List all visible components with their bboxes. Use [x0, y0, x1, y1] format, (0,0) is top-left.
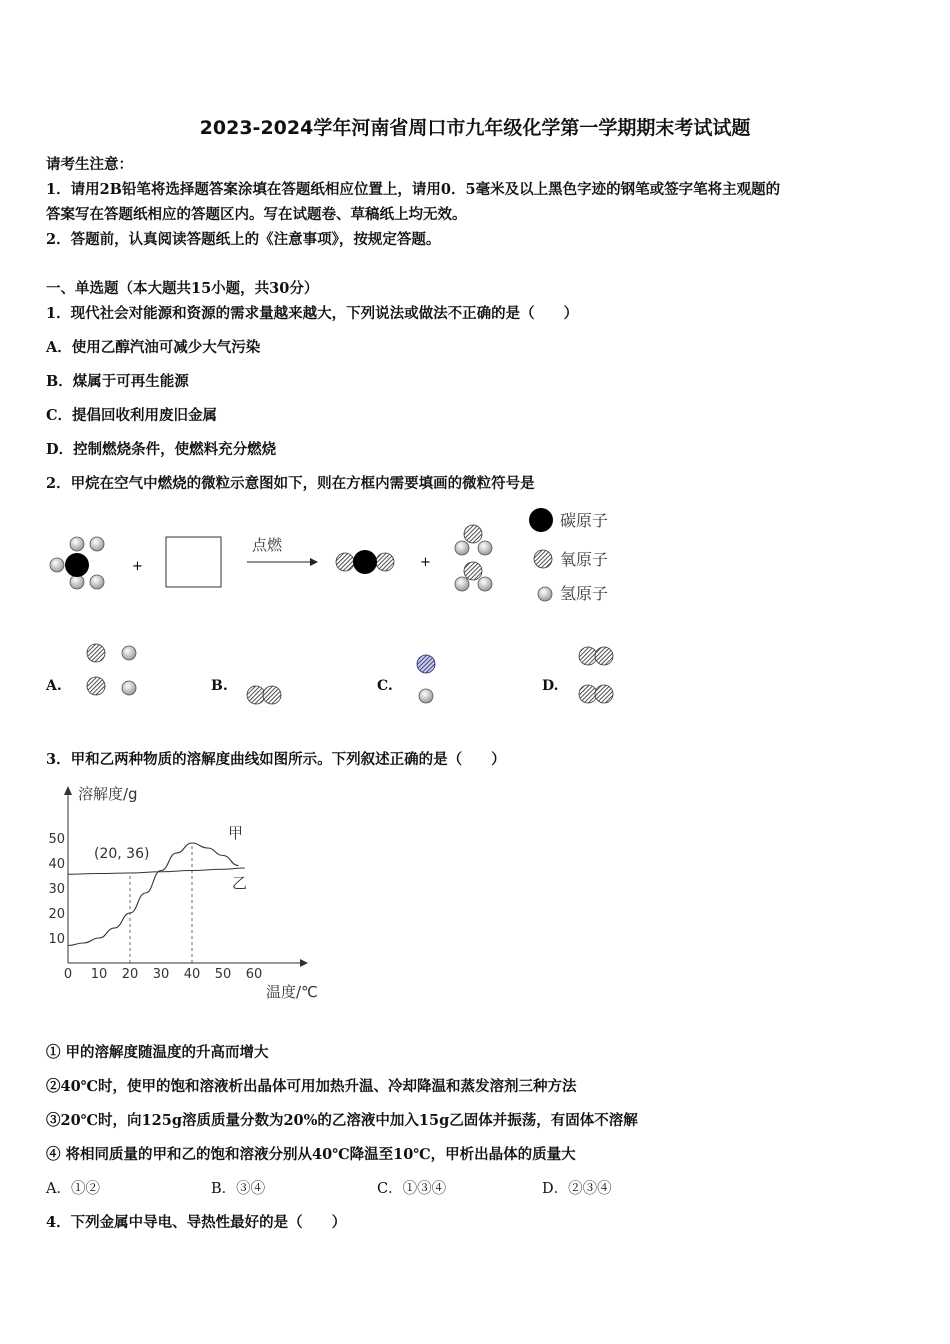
x-tick-label: 40 [183, 967, 201, 982]
x-axis-label: 温度/℃ [266, 983, 318, 1001]
section-heading: 一、单选题（本大题共15小题，共30分） [46, 280, 319, 297]
q2-option-b-diagram[interactable] [240, 680, 290, 710]
water-molecule-icon-1 [455, 525, 492, 555]
q2-stem: 2．甲烷在空气中燃烧的微粒示意图如下，则在方框内需要填画的微粒符号是 [46, 475, 535, 492]
hydrogen-atom-icon [538, 587, 552, 601]
x-tick-label: 0 [63, 967, 73, 982]
y-axis-label: 溶解度/g [78, 785, 138, 803]
notice-line-2: 答案写在答题纸相应的答题区内。写在试题卷、草稿纸上均无效。 [46, 206, 467, 223]
water-molecule-icon-2 [455, 562, 492, 591]
q3-option-a[interactable]: A．①② [46, 1181, 100, 1197]
x-axis-arrow [300, 959, 308, 967]
q1-option-c[interactable]: C．提倡回收利用废旧金属 [46, 407, 218, 424]
reaction-condition: 点燃 [252, 536, 283, 554]
x-tick-label: 20 [121, 967, 139, 982]
y-tick-label: 30 [48, 882, 65, 897]
legend-oxygen: 氧原子 [560, 550, 609, 569]
x-tick-label: 10 [90, 967, 108, 982]
y-tick-label: 20 [48, 907, 65, 922]
legend-hydrogen: 氢原子 [560, 584, 609, 603]
y-axis-arrow [64, 786, 72, 795]
arrow-icon [247, 558, 318, 566]
notice-line-3: 2．答题前，认真阅读答题纸上的《注意事项》，按规定答题。 [46, 231, 441, 248]
notice-heading: 请考生注意： [46, 156, 133, 173]
blank-box [166, 537, 221, 587]
q3-statement-3: ③20℃时，向125g溶质质量分数为20%的乙溶液中加入15g乙固体并振荡，有固体不溶解 [46, 1112, 638, 1129]
x-tick-label: 50 [214, 967, 232, 982]
point-annotation: (20, 36) [94, 846, 150, 862]
q2-option-a-diagram[interactable] [80, 638, 150, 703]
q2-option-c-diagram[interactable] [410, 650, 445, 710]
q3-stem: 3．甲和乙两种物质的溶解度曲线如图所示。下列叙述正确的是（ ） [46, 751, 506, 768]
chart-tick-labels [48, 832, 262, 982]
notice-line-1: 1．请用2B铅笔将选择题答案涂填在答题纸相应位置上，请用0．5毫米及以上黑色字迹的钢笔或签字笔将主观题的 [46, 181, 781, 198]
q3-option-b[interactable]: B．③④ [211, 1181, 266, 1197]
methane-molecule-icon [50, 537, 104, 589]
q2-option-d-diagram[interactable] [570, 640, 625, 710]
plus-sign-2: + [420, 555, 431, 570]
q2-option-c-label[interactable]: C. [377, 678, 393, 694]
y-tick-label: 40 [48, 857, 65, 872]
oxygen-atom-icon [534, 550, 552, 568]
series-label-jia: 甲 [228, 824, 244, 842]
q3-option-c[interactable]: C．①③④ [377, 1181, 447, 1197]
co2-molecule-icon [336, 550, 394, 574]
solubility-chart [40, 775, 340, 1010]
q4-stem: 4．下列金属中导电、导热性最好的是（ ） [46, 1214, 347, 1231]
q1-option-b[interactable]: B．煤属于可再生能源 [46, 373, 189, 390]
page-title: 2023-2024学年河南省周口市九年级化学第一学期期末考试试题 [199, 117, 751, 139]
q3-statement-4: ④ 将相同质量的甲和乙的饱和溶液分别从40℃降温至10℃，甲析出晶体的质量大 [46, 1146, 576, 1163]
reaction-diagram [40, 500, 640, 610]
q2-option-a-label[interactable]: A. [46, 678, 62, 694]
q3-statement-2: ②40℃时，使甲的饱和溶液析出晶体可用加热升温、冷却降温和蒸发溶剂三种方法 [46, 1078, 577, 1095]
q1-stem: 1．现代社会对能源和资源的需求量越来越大，下列说法或做法不正确的是（ ） [46, 305, 579, 322]
series-label-yi: 乙 [232, 874, 248, 892]
q3-option-d[interactable]: D．②③④ [542, 1181, 612, 1197]
chart-axes [64, 786, 308, 967]
q2-option-d-label[interactable]: D. [542, 678, 559, 694]
carbon-atom-icon [529, 508, 553, 532]
q3-statement-1: ① 甲的溶解度随温度的升高而增大 [46, 1044, 269, 1061]
plus-sign-1: + [132, 559, 143, 574]
q2-option-b-label[interactable]: B. [211, 678, 228, 694]
y-tick-label: 10 [48, 932, 65, 947]
y-tick-label: 50 [48, 832, 65, 847]
x-tick-label: 60 [245, 967, 263, 982]
x-tick-label: 30 [152, 967, 170, 982]
legend-carbon: 碳原子 [560, 511, 609, 530]
q1-option-d[interactable]: D．控制燃烧条件，使燃料充分燃烧 [46, 441, 277, 458]
q1-option-a[interactable]: A．使用乙醇汽油可减少大气污染 [46, 339, 261, 356]
